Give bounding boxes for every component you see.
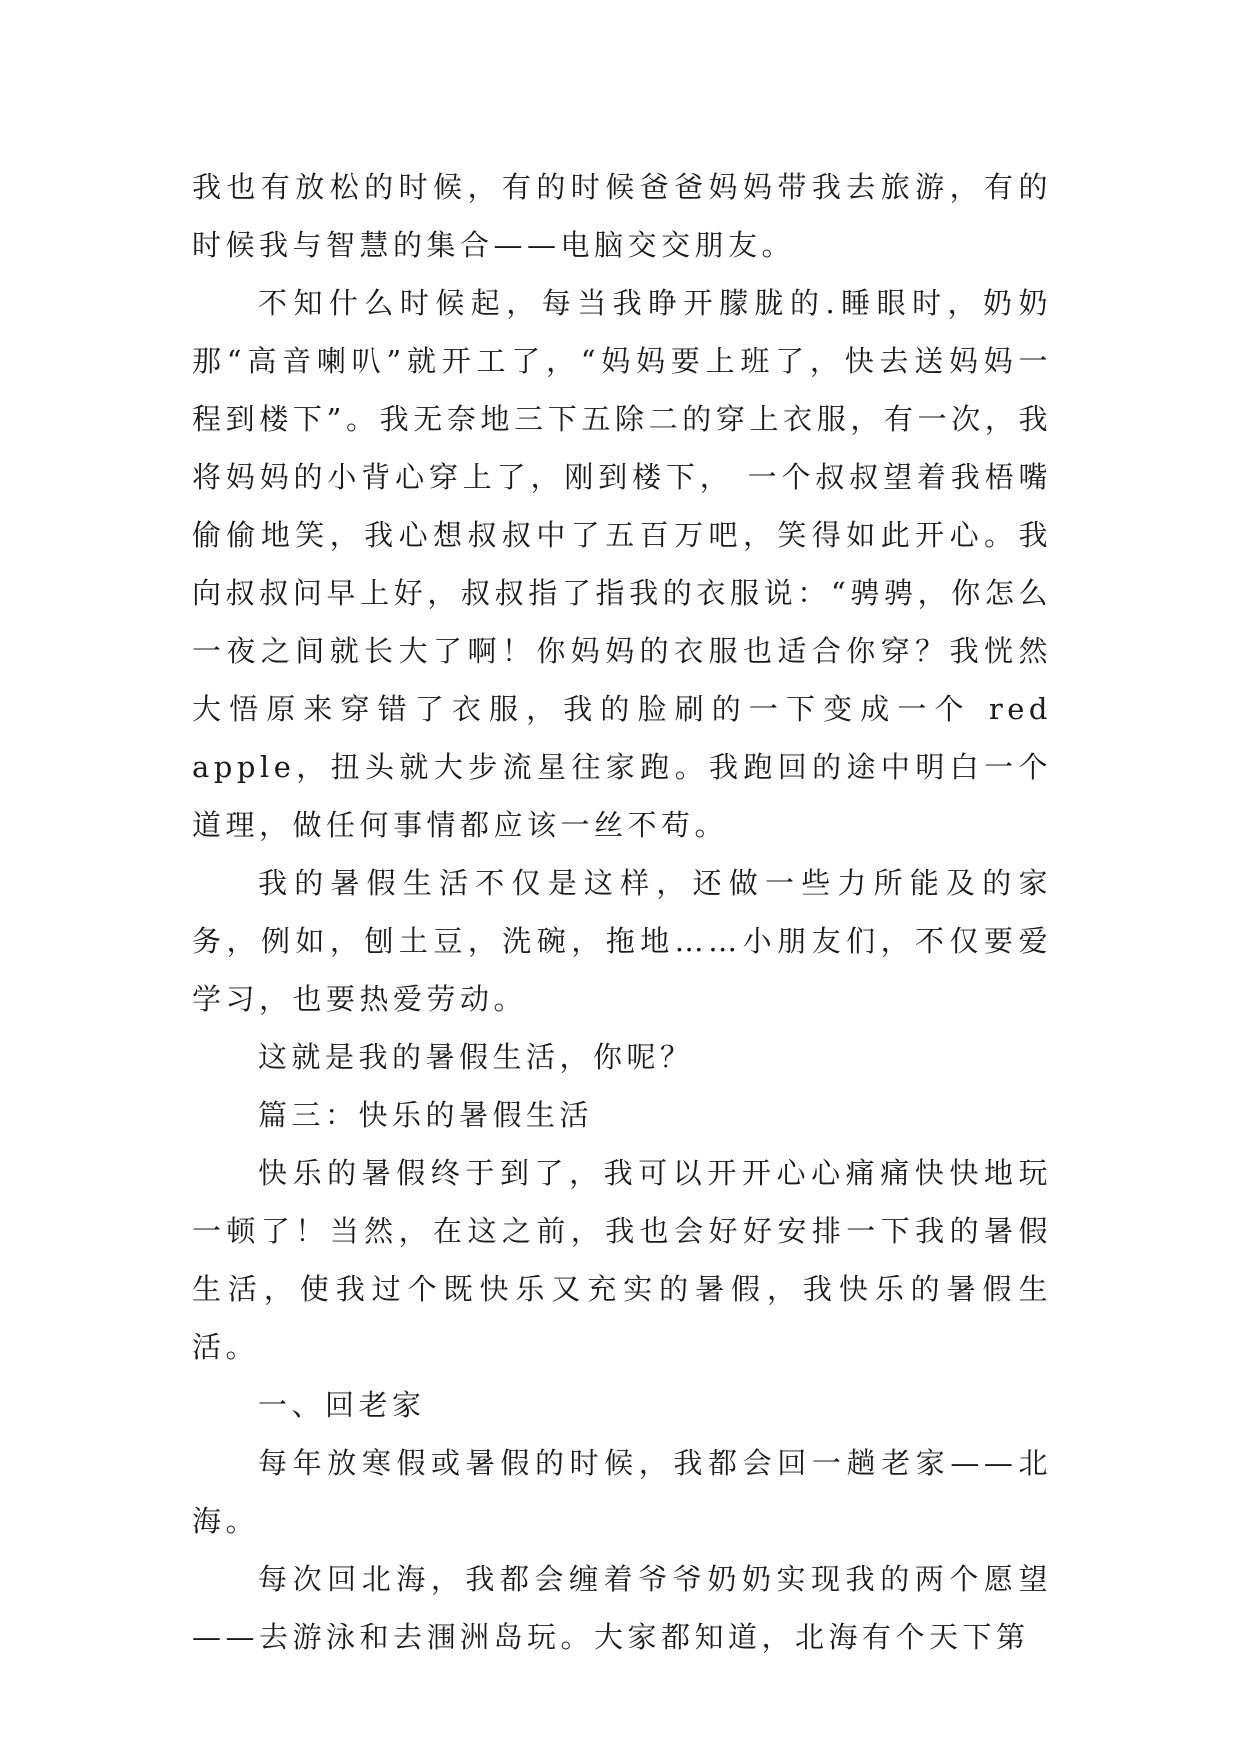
paragraph-2: 不知什么时候起，每当我睁开朦胧的.睡眼时，奶奶那“高音喇叭”就开工了，“妈妈要上班了，快去送妈妈一程到楼下”。我无奈地三下五除二的穿上衣服，有一次，我将妈妈的小背心穿上了，刚到楼下， 一个叔叔望着我梧嘴偷偷地笑，我心想叔叔中了五百万吧，笑得如此开心。我向叔叔问早上好，叔叔指了指我的衣服说：“骋骋，你怎么一夜之间就长大了啊！你妈妈的衣服也适合你穿？我恍然大悟原来穿错了衣服，我的脸刷的一下变成一个 red apple，扭头就大步流星往家跑。我跑回的途中明白一个道理，做任何事情都应该一丝不苟。: [192, 286, 1052, 842]
paragraph-5: 快乐的暑假终于到了，我可以开开心心痛痛快快地玩一顿了！当然，在这之前，我也会好好安排一下我的暑假生活，使我过个既快乐又充实的暑假，我快乐的暑假生活。: [192, 1156, 1052, 1364]
paragraph-3: 我的暑假生活不仅是这样，还做一些力所能及的家务，例如，刨土豆，洗碗，拖地……小朋友们，不仅要爱学习，也要热爱劳动。: [192, 866, 1052, 1016]
paragraph-7: 每次回北海，我都会缠着爷爷奶奶实现我的两个愿望——去游泳和去涠洲岛玩。大家都知道，北海有个天下第: [192, 1562, 1052, 1654]
paragraph-6: 每年放寒假或暑假的时候，我都会回一趟老家——北海。: [192, 1446, 1052, 1538]
subheading-return-home: 一、回老家: [258, 1388, 426, 1422]
section-heading: 篇三：快乐的暑假生活: [258, 1098, 594, 1132]
paragraph-1: 我也有放松的时候，有的时候爸爸妈妈带我去旅游，有的时候我与智慧的集合——电脑交交朋友。: [192, 170, 1052, 262]
paragraph-4: 这就是我的暑假生活，你呢？: [258, 1040, 694, 1074]
body-text: [192, 158, 1052, 1666]
